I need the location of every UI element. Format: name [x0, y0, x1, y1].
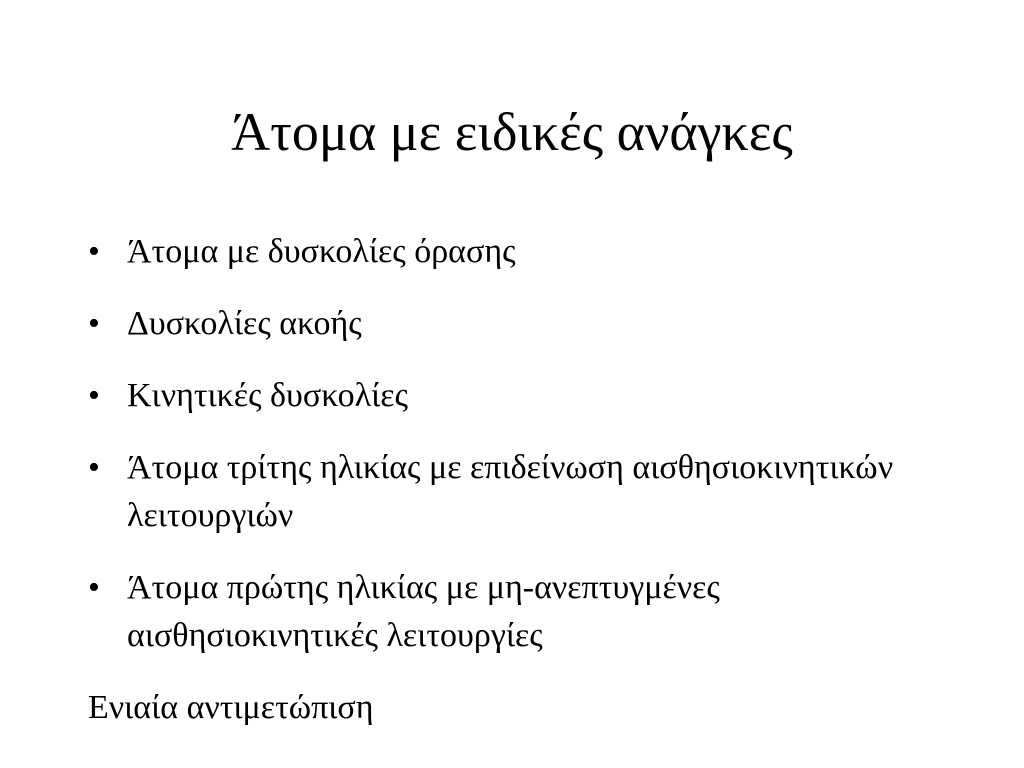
closing-line: Ενιαία αντιμετώπιση — [88, 689, 374, 726]
bullet-icon: • — [88, 449, 100, 486]
bullet-text: Κινητικές δυσκολίες — [127, 377, 408, 414]
bullet-text: Άτομα πρώτης ηλικίας με μη-ανεπτυγμένες αισθησιοκινητικές λειτουργίες — [127, 569, 720, 654]
bullet-icon: • — [88, 233, 100, 270]
bullet-text: Άτομα με δυσκολίες όρασης — [127, 233, 516, 270]
bullet-item — [88, 228, 968, 276]
bullet-list — [88, 228, 968, 684]
bullet-item — [88, 372, 968, 420]
bullet-text: Άτομα τρίτης ηλικίας με επιδείνωση αισθησιοκινητικών λειτουργιών — [127, 449, 894, 534]
bullet-item — [88, 300, 968, 348]
bullet-icon: • — [88, 377, 100, 414]
bullet-item — [88, 564, 968, 660]
bullet-icon: • — [88, 305, 100, 342]
slide-title: Άτομα με ειδικές ανάγκες — [231, 102, 793, 162]
bullet-item — [88, 444, 968, 540]
bullet-icon: • — [88, 569, 100, 606]
bullet-text: Δυσκολίες ακοής — [127, 305, 362, 342]
